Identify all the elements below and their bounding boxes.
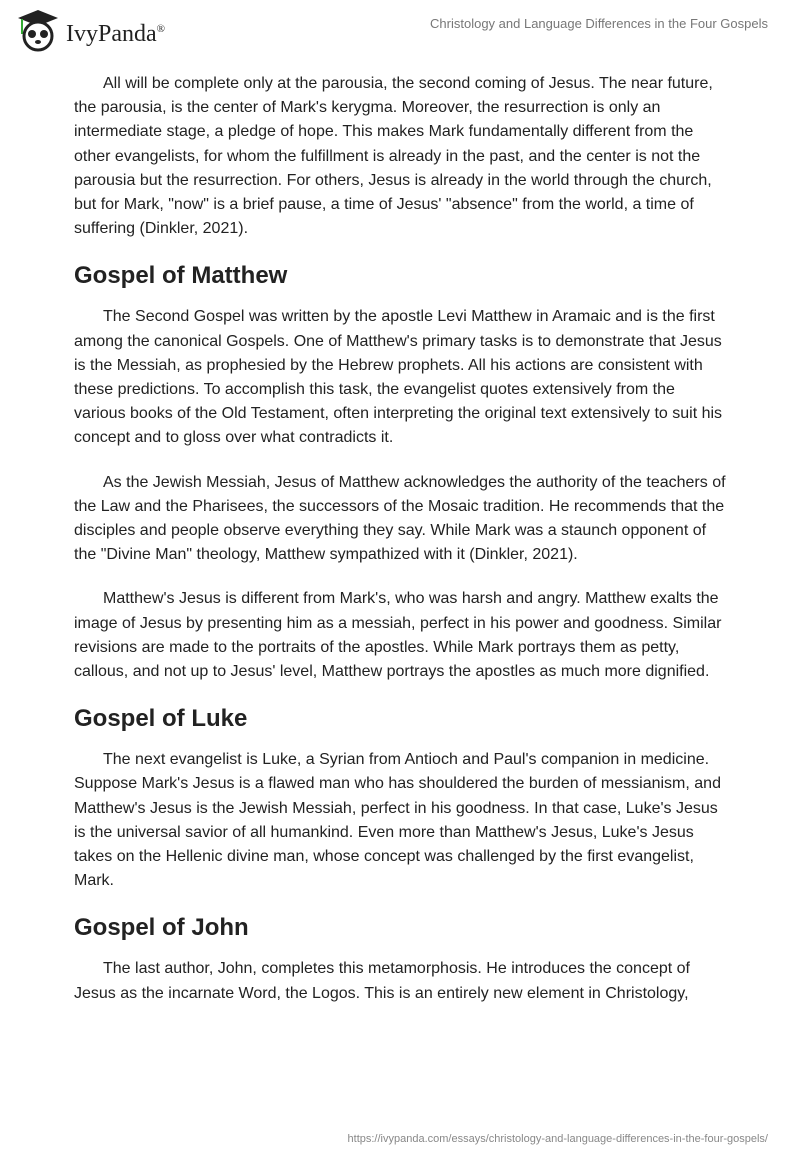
section-heading: Gospel of Luke: [74, 705, 248, 733]
source-url[interactable]: https://ivypanda.com/essays/christology-and-language-differences-in-the-four-gospels/: [347, 1133, 768, 1145]
section-heading: Gospel of John: [74, 914, 249, 942]
brand-name: IvyPanda®: [66, 20, 166, 47]
document-title: Christology and Language Differences in the Four Gospels: [430, 16, 768, 31]
essay-content: [74, 72, 726, 1026]
paragraph: As the Jewish Messiah, Jesus of Matthew acknowledges the authority of the teachers of the Law and the Pharisees, the successors of the Mosaic tradition. He recommends that the disciples and people observe everything they say. While Mark was a staunch opponent of the "Divine Man" theology, Matthew sympathized with it (Dinkler, 2021).: [74, 473, 726, 564]
paragraph: The Second Gospel was written by the apostle Levi Matthew in Aramaic and is the first among the canonical Gospels. One of Matthew's primary tasks is to demonstrate that Jesus is the Messiah, as prophesied by the Hebrew prophets. All his actions are consistent with these predictions. To accomplish this task, the evangelist quotes extensively from the various books of the Old Testament, often interpreting the original text extensively to suit his concept and to gloss over what contradicts it.: [74, 308, 723, 447]
paragraph: The next evangelist is Luke, a Syrian from Antioch and Paul's companion in medicine. Suppose Mark's Jesus is a flawed man who has shouldered the burden of messianism, and Matthew's Jesus is the Jewish Messiah, perfect in his goodness. In that case, Luke's Jesus is the universal savior of all humankind. Even more than Matthew's Jesus, Luke's Jesus takes on the Hellenic divine man, whose concept was challenged by the first evangelist, Mark.: [74, 751, 721, 890]
paragraph: The last author, John, completes this metamorphosis. He introduces the concept of Jesus as the incarnate Word, the Logos. This is an entirely new element in Christology,: [74, 960, 690, 1002]
paragraph: All will be complete only at the parousia, the second coming of Jesus. The near future, the parousia, is the center of Mark's kerygma. Moreover, the resurrection is only an intermediate stage, a pledge of hope. This makes Mark fundamentally different from the other evangelists, for whom the fulfillment is already in the past, and the center is not the parousia but the resurrection. For others, Jesus is already in the world through the church, but for Mark, "now" is a brief pause, a time of Jesus' "absence" from the world, a time of suffering (Dinkler, 2021).: [74, 75, 713, 238]
panda-graduate-icon: [16, 8, 60, 52]
section-heading: Gospel of Matthew: [74, 262, 288, 290]
paragraph: Matthew's Jesus is different from Mark's, who was harsh and angry. Matthew exalts the image of Jesus by presenting him as a messiah, perfect in his power and goodness. Similar revisions are made to the portraits of the apostles. While Mark portrays them as petty, callous, and not up to Jesus' level, Matthew portrays the apostles as much more dignified.: [74, 590, 722, 681]
ivypanda-logo[interactable]: [16, 8, 165, 52]
page-header: [0, 0, 800, 56]
